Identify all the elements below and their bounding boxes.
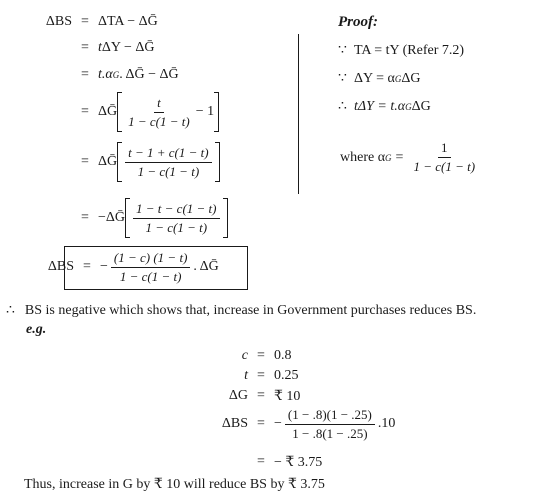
lhs-label: ΔBS — [45, 14, 72, 29]
equals-sign: = — [81, 40, 89, 55]
rhs-expression: −ΔḠ $\frac{1 - t - c(1 - t)}{1 - c(1 - t)}$ — [98, 198, 228, 238]
rhs-expression: ΔḠ $\frac{t}{1 - c(1 - t)}$ − 1 — [98, 92, 219, 132]
rhs-expression: ΔḠ $\frac{t - 1 + c(1 - t)}{1 - c(1 - t)}$ — [98, 142, 220, 182]
derivation-line-1 — [24, 10, 158, 34]
example-t: t = 0.25 — [244, 368, 299, 383]
equals-sign: = — [81, 67, 89, 82]
derivation-line-5 — [24, 140, 220, 184]
derivation-line-3 — [24, 63, 179, 87]
proof-where: where α G = $\frac{1}{1 - c(1 - t)}$ — [340, 140, 481, 175]
equals-sign: = — [81, 210, 89, 225]
rhs-expression: t ΔY − ΔḠ — [98, 40, 155, 55]
lhs-label: ΔBS — [47, 259, 74, 274]
derivation-line-6 — [24, 196, 228, 240]
fraction: $\frac{t - 1 + c(1 - t)}{1 - c(1 - t)}$ — [125, 145, 211, 180]
rhs-expression: t.α G . ΔḠ − ΔḠ — [98, 67, 179, 82]
derivation-line-2 — [24, 36, 155, 60]
eg-label: e.g. — [26, 322, 47, 337]
derivation-line-4 — [24, 90, 219, 134]
example-c: c = 0.8 — [241, 348, 292, 363]
fraction: $\frac{1}{1 - c(1 - t)}$ — [413, 140, 476, 174]
example-g: ΔG = ₹ 10 — [228, 388, 301, 404]
vertical-divider — [298, 34, 299, 194]
proof-line-2: ∵ ΔY = α G ΔG — [338, 70, 421, 86]
proof-line-1: ∵ TA = tY (Refer 7.2) — [338, 42, 465, 58]
rhs-expression: ΔTA − ΔḠ — [98, 14, 158, 29]
conclusion-line: ∴ BS is negative which shows that, increase in Government purchases reduces BS. — [6, 303, 477, 318]
proof-title: Proof: — [338, 14, 378, 30]
fraction: $\frac{1 - t - c(1 - t)}{1 - c(1 - t)}$ — [133, 201, 219, 236]
final-statement: Thus, increase in G by ₹ 10 will reduce BS by ₹ 3.75 — [24, 477, 325, 492]
equals-sign: = — [81, 154, 89, 169]
example-result: = − ₹ 3.75 — [257, 454, 323, 470]
equals-sign: = — [81, 104, 89, 119]
equals-sign: = — [83, 259, 91, 274]
equals-sign: = — [81, 14, 89, 29]
rhs-expression: − $\frac{(1 - c) (1 - t)}{1 - c(1 - t)}$ . ΔḠ — [100, 249, 219, 284]
example-bs: ΔBS = − $\frac{(1 - .8)(1 - .25)}{1 - .8(1 - .25)}$ .10 — [221, 406, 396, 441]
fraction: $\frac{(1 - .8)(1 - .25)}{1 - .8(1 - .25)}$ — [285, 407, 375, 442]
proof-line-3: ∴ tΔY = t.α G ΔG — [338, 98, 431, 114]
fraction: $\frac{t}{1 - c(1 - t)}$ — [128, 94, 190, 129]
boxed-equation — [26, 245, 219, 289]
fraction: $\frac{(1 - c) (1 - t)}{1 - c(1 - t)}$ — [111, 250, 191, 285]
